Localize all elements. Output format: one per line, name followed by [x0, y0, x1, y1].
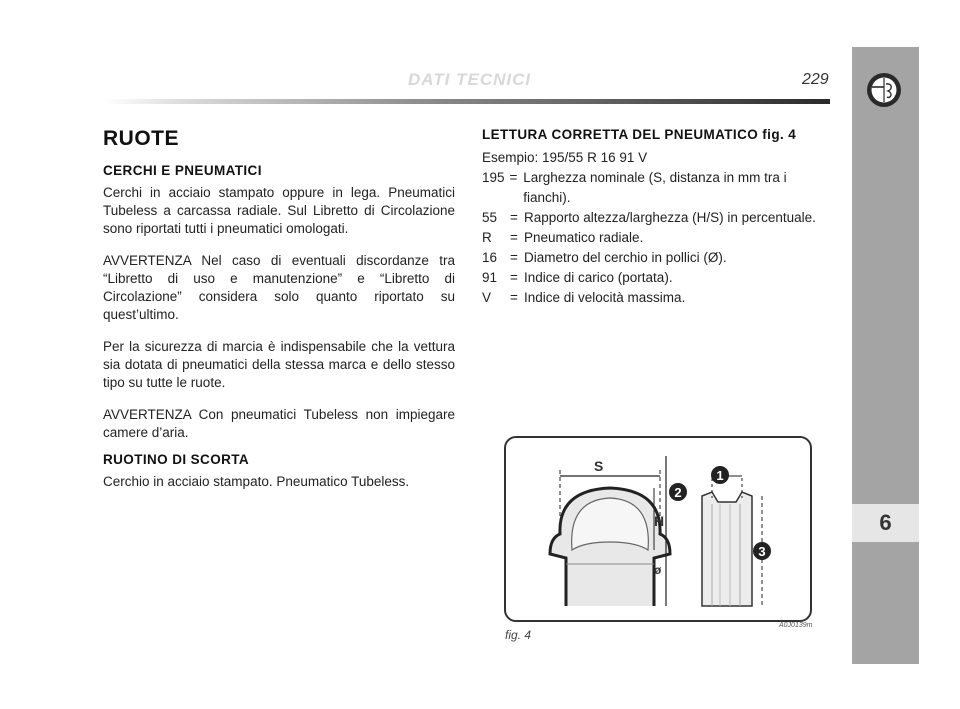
tyre-cross-section-diagram [506, 438, 806, 616]
example-line: Esempio: 195/55 R 16 91 V [482, 150, 648, 165]
tyre-code-list [482, 168, 832, 308]
chapter-tab[interactable] [852, 504, 919, 542]
marker-1: 1 [716, 468, 724, 483]
list-item: 91 = Indice di carico (portata). [482, 270, 673, 285]
paragraph: Cerchi in acciaio stampato oppure in lega. Pneumatici Tubeless a carcassa radiale. Sul Libretto di Circolazione sono riportati tutti i pneumatici omologati. [103, 185, 455, 236]
marker-2: 2 [674, 485, 682, 500]
paragraph-warning: AVVERTENZA Nel caso di eventuali discordanze tra “Libretto di uso e manutenzione” e “Libretto di Circolazione” considera solo quanto riportato su quest’ultimo. [103, 253, 455, 322]
section-heading-ruotino: RUOTINO DI SCORTA [103, 452, 250, 467]
section-heading-lettura: LETTURA CORRETTA DEL PNEUMATICO fig. 4 [482, 127, 797, 142]
paragraph-warning: AVVERTENZA Con pneumatici Tubeless non impiegare camere d’aria. [103, 407, 455, 440]
label-diameter: ø [654, 563, 662, 577]
right-column [482, 127, 832, 308]
list-item: V = Indice di velocità massima. [482, 290, 686, 305]
paragraph: Per la sicurezza di marcia è indispensabile che la vettura sia dotata di pneumatici della stessa marca e dello stesso tipo su tutte le ruote. [103, 339, 455, 390]
chapter-number: 6 [879, 510, 892, 535]
label-h: H [654, 513, 665, 529]
page-heading: RUOTE [103, 127, 179, 150]
marker-3: 3 [758, 544, 766, 559]
section-title: DATI TECNICI [408, 70, 532, 89]
alfa-romeo-logo-icon [866, 72, 902, 108]
rim-shape [702, 492, 752, 606]
label-s: S [594, 458, 604, 474]
list-item: 16 = Diametro del cerchio in pollici (Ø). [482, 250, 727, 265]
list-item: 195 = Larghezza nominale (S, distanza in mm tra i fianchi). [482, 170, 787, 205]
left-column [103, 127, 455, 491]
paragraph: Cerchio in acciaio stampato. Pneumatico Tubeless. [103, 474, 410, 489]
list-item: R = Pneumatico radiale. [482, 230, 644, 245]
section-heading-cerchi: CERCHI E PNEUMATICI [103, 163, 262, 178]
chapter-sidebar [852, 47, 919, 664]
list-item: 55 = Rapporto altezza/larghezza (H/S) in percentuale. [482, 210, 816, 225]
figure-caption: fig. 4 [505, 628, 532, 642]
header-rule [103, 99, 830, 104]
page-number: 229 [802, 71, 829, 88]
tyre-figure [504, 436, 812, 622]
figure-code: A0J0139m [779, 622, 813, 629]
